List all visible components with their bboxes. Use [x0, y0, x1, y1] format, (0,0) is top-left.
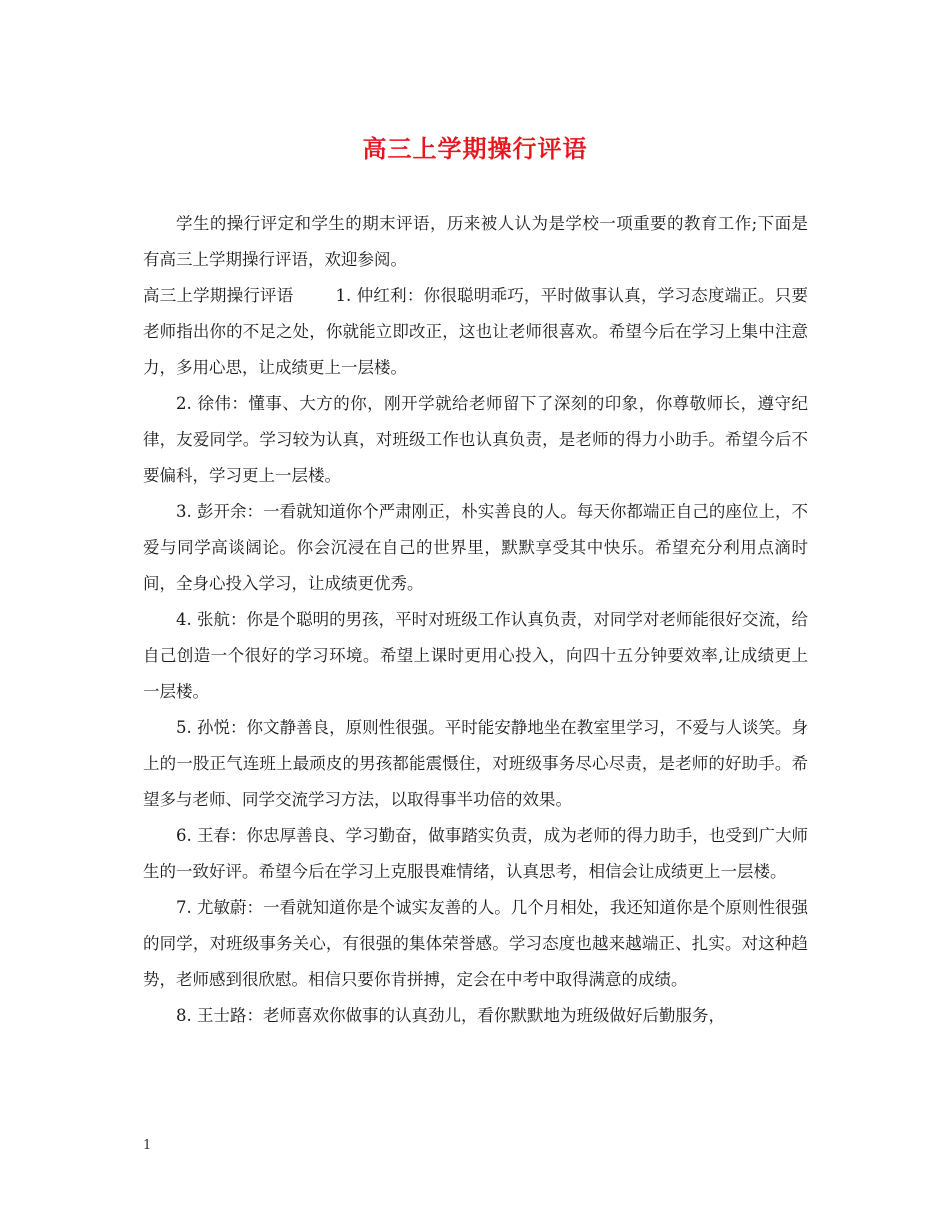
comment-item-1: [143, 278, 808, 386]
comment-text-1: 1. 仲红利：你很聪明乖巧，平时做事认真，学习态度端正。只要老师指出你的不足之处，你就能立即改正，这也让老师很喜欢。希望今后在学习上集中注意力，多用心思，让成绩更上一层楼。: [143, 286, 808, 377]
comment-item-4: 4. 张航：你是个聪明的男孩，平时对班级工作认真负责，对同学对老师能很好交流，给自己创造一个很好的学习环境。希望上课时更用心投入，向四十五分钟要效率,让成绩更上一层楼。: [143, 610, 808, 701]
document-body: [143, 206, 808, 1034]
section-heading: 高三上学期操行评语: [143, 286, 294, 305]
comment-item-2: 2. 徐伟：懂事、大方的你，刚开学就给老师留下了深刻的印象，你尊敬师长，遵守纪律，友爱同学。学习较为认真，对班级工作也认真负责，是老师的得力小助手。希望今后不要偏科，学习更上一层楼。: [143, 394, 808, 485]
comment-item-8: 8. 王士路：老师喜欢你做事的认真劲儿，看你默默地为班级做好后勤服务，: [176, 1006, 725, 1025]
page-number: 1: [143, 1138, 152, 1153]
comment-item-3: 3. 彭开余：一看就知道你个严肃刚正，朴实善良的人。每天你都端正自己的座位上，不爱与同学高谈阔论。你会沉浸在自己的世界里，默默享受其中快乐。希望充分利用点滴时间，全身心投入学习，让成绩更优秀。: [143, 502, 808, 593]
comment-item-7: 7. 尤敏蔚：一看就知道你是个诚实友善的人。几个月相处，我还知道你是个原则性很强的同学，对班级事务关心，有很强的集体荣誉感。学习态度也越来越端正、扎实。对这种趋势，老师感到很欣慰。相信只要你肯拼搏，定会在中考中取得满意的成绩。: [143, 898, 808, 989]
intro-paragraph: 学生的操行评定和学生的期末评语，历来被人认为是学校一项重要的教育工作;下面是有高三上学期操行评语，欢迎参阅。: [143, 214, 808, 269]
comment-item-5: 5. 孙悦：你文静善良，原则性很强。平时能安静地坐在教室里学习，不爱与人谈笑。身上的一股正气连班上最顽皮的男孩都能震慑住，对班级事务尽心尽责，是老师的好助手。希望多与老师、同学交流学习方法，以取得事半功倍的效果。: [143, 718, 808, 809]
comment-item-6: 6. 王春：你忠厚善良、学习勤奋，做事踏实负责，成为老师的得力助手，也受到广大师生的一致好评。希望今后在学习上克服畏难情绪，认真思考，相信会让成绩更上一层楼。: [143, 826, 808, 881]
document-title: 高三上学期操行评语: [362, 134, 588, 163]
